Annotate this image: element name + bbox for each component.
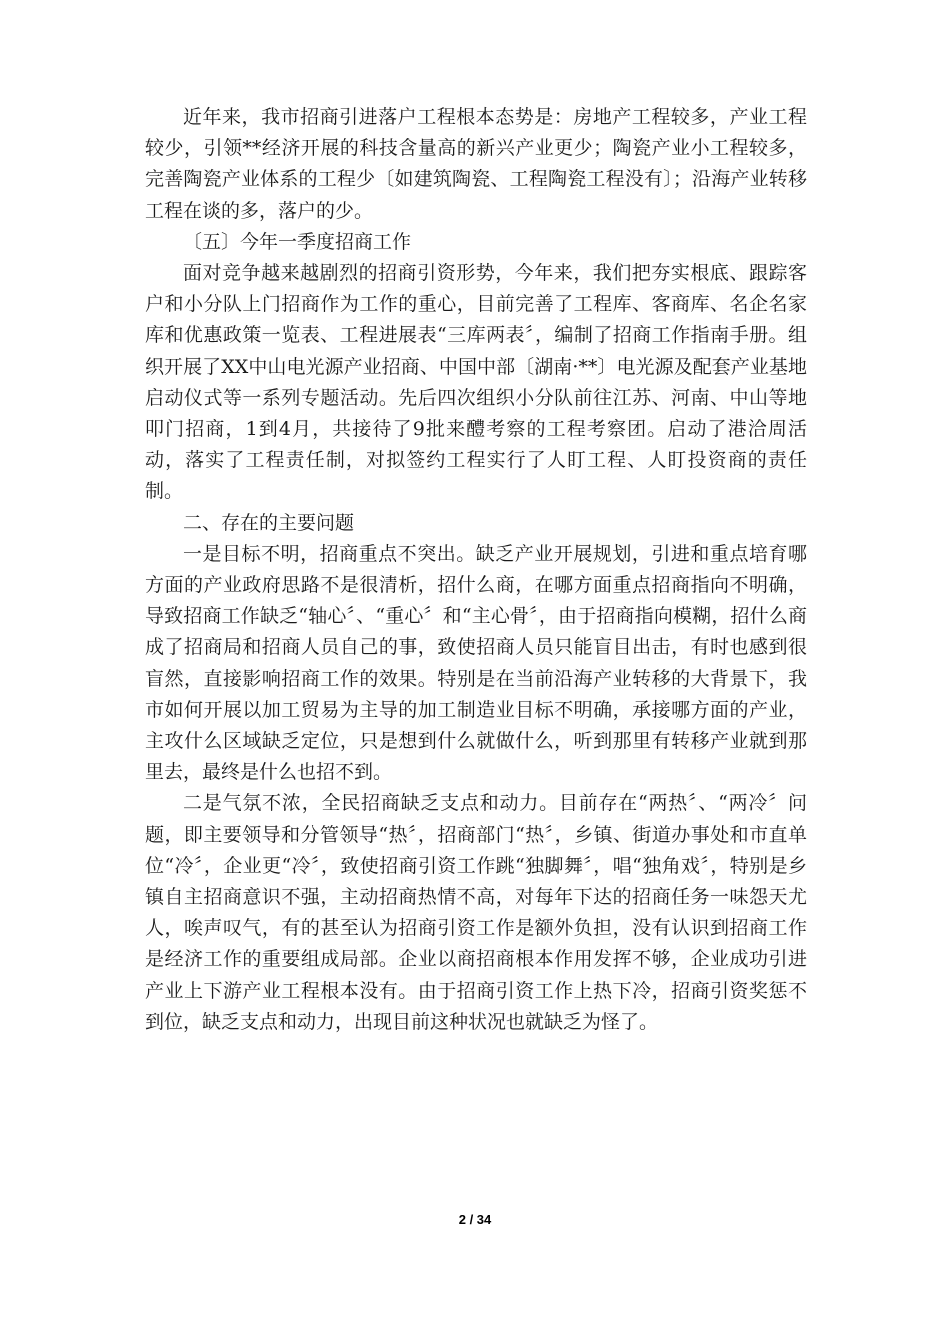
section-heading-q1-work: 〔五〕今年一季度招商工作	[183, 230, 412, 253]
paragraph-problem-one: 一是目标不明，招商重点不突出。缺乏产业开展规划，引进和重点培育哪方面的产业政府思路不是很清析，招什么商，在哪方面重点招商指向不明确，导致招商工作缺乏“轴心〞、“重心〞和“主心骨〞，由于招商指向模糊，招什么商成了招商局和招商人员自己的事，致使招商人员只能盲目出击，有时也感到很盲然，直接影响招商工作的效果。特别是在当前沿海产业转移的大背景下，我市如何开展以加工贸易为主导的加工制造业目标不明确，承接哪方面的产业，主攻什么区域缺乏定位，只是想到什么就做什么，听到那里有转移产业就到那里去，最终是什么也招不到。	[145, 542, 807, 784]
page-number: 2 / 34	[458, 1212, 492, 1227]
document-page	[145, 102, 807, 1038]
paragraph-problem-two: 二是气氛不浓，全民招商缺乏支点和动力。目前存在“两热〞、“两冷〞问题，即主要领导和分管领导“热〞，招商部门“热〞，乡镇、街道办事处和市直单位“冷〞，企业更“冷〞，致使招商引资工作跳“独脚舞〞，唱“独角戏〞，特别是乡镇自主招商意识不强，主动招商热情不高，对每年下达的招商任务一味怨天尤人，唉声叹气，有的甚至认为招商引资工作是额外负担，没有认识到招商工作是经济工作的重要组成局部。企业以商招商根本作用发挥不够，企业成功引进产业上下游产业工程根本没有。由于招商引资工作上热下冷，招商引资奖惩不到位，缺乏支点和动力，出现目前这种状况也就缺乏为怪了。	[145, 792, 807, 1033]
section-heading-main-problems: 二、存在的主要问题	[183, 511, 355, 534]
paragraph-investment-situation: 近年来，我市招商引进落户工程根本态势是：房地产工程较多，产业工程较少，引领**经济开展的科技含量高的新兴产业更少；陶瓷产业小工程较多，完善陶瓷产业体系的工程少〔如建筑陶瓷、工程陶瓷工程没有〕；沿海产业转移工程在谈的多，落户的少。	[145, 106, 807, 222]
paragraph-q1-work: 面对竞争越来越剧烈的招商引资形势，今年来，我们把夯实根底、跟踪客户和小分队上门招商作为工作的重心，目前完善了工程库、客商库、名企名家库和优惠政策一览表、工程进展表“三库两表〞，编制了招商工作指南手册。组织开展了XX中山电光源产业招商、中国中部〔湖南·**〕电光源及配套产业基地启动仪式等一系列专题活动。先后四次组织小分队前往江苏、河南、中山等地叩门招商，1到4月，共接待了9批来醴考察的工程考察团。启动了港洽周活动，落实了工程责任制，对拟签约工程实行了人盯工程、人盯投资商的责任制。	[145, 262, 807, 503]
